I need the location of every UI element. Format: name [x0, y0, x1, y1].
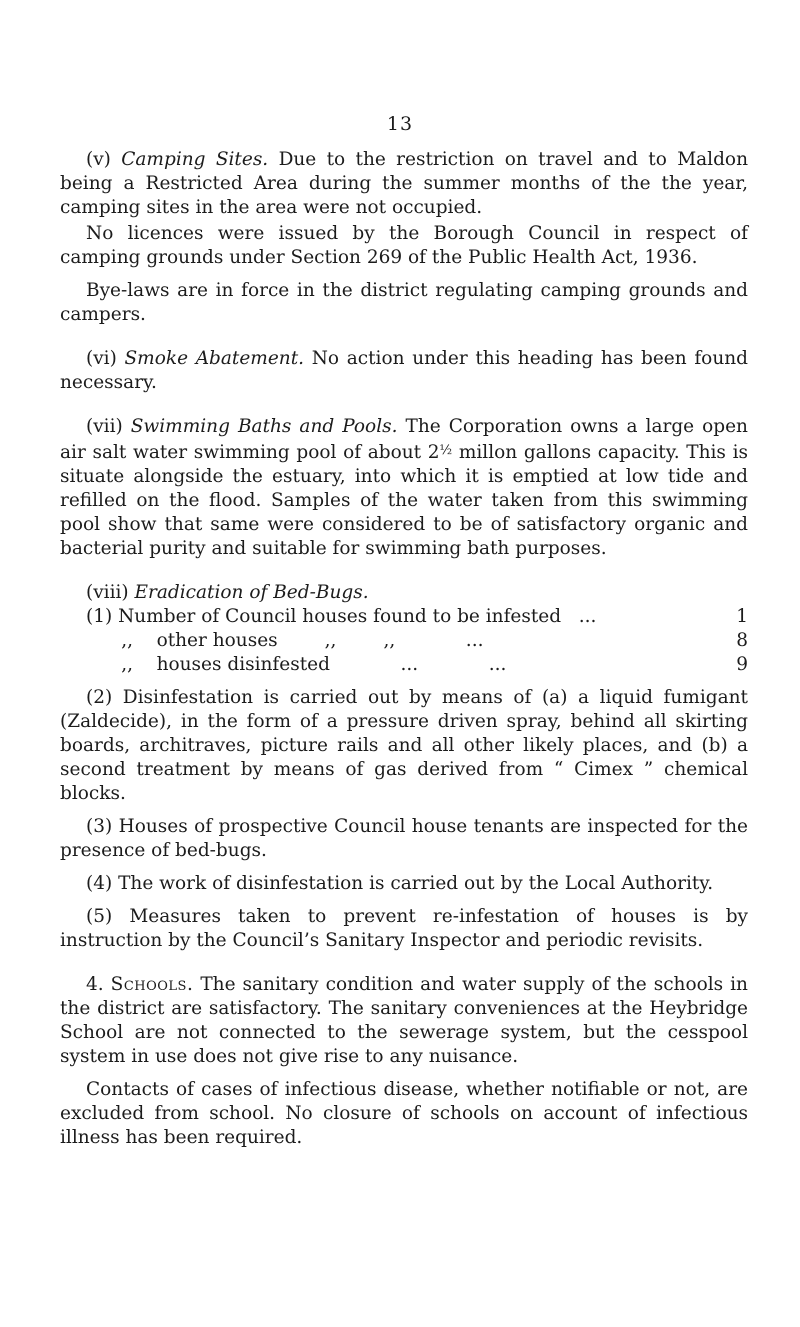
- bedbugs-disinfestation-paragraph: (2) Disinfestation is carried out by means of (a) a liquid fumigant (Zaldecide), in the form of a pressure driven spray, behind all skirting boards, architraves, picture rails and all other likely places, and (b) a second treatment by means of gas derived from “ Cimex ” chemical blocks.: [60, 687, 748, 804]
- bedbugs-row-value: 1: [736, 606, 748, 627]
- bedbugs-row: [86, 605, 748, 629]
- camping-heading: (v): [86, 149, 111, 170]
- camping-paragraph: [60, 148, 748, 220]
- swimming-heading: (vii): [86, 416, 123, 437]
- bedbugs-row-label: ,, other houses ,, ,, ...: [86, 630, 484, 651]
- swimming-text-before: The Corporation owns a large open air salt water swimming pool of about 2: [60, 416, 748, 463]
- swimming-fraction: ½: [439, 443, 453, 458]
- schools-text: The sanitary condition and water supply of the schools in the district are satisfactory. The sanitary conveniences at the Heybridge School are not connected to the sewerage system, but the cesspool system in use does not give rise to any nuisance.: [60, 974, 748, 1067]
- smoke-heading: (vi): [86, 348, 117, 369]
- camping-licences-paragraph: No licences were issued by the Borough Council in respect of camping grounds under Section 269 of the Public Health Act, 1936.: [60, 223, 748, 268]
- document-body: [60, 148, 748, 1150]
- bedbugs-row-label: ,, houses disinfested ... ...: [86, 654, 507, 675]
- bedbugs-authority-paragraph: (4) The work of disinfestation is carried out by the Local Authority.: [86, 873, 714, 894]
- camping-title: Camping Sites.: [121, 149, 269, 170]
- smoke-paragraph: [60, 347, 748, 395]
- bedbugs-measures-paragraph: (5) Measures taken to prevent re-infestation of houses is by instruction by the Council’s Sanitary Inspector and periodic revisits.: [60, 906, 748, 951]
- swimming-text-after: millon gallons capacity. This is situate alongside the estuary, into which it is emptied at low tide and refilled on the flood. Samples of the water taken from this swimming pool show that same were considered to be of satisfactory organic and bacterial purity and suitable for swimming bath purposes.: [60, 442, 748, 559]
- bedbugs-row-label: (1) Number of Council houses found to be infested ...: [86, 606, 597, 627]
- bedbugs-heading: (viii): [86, 582, 129, 603]
- schools-title: Schools.: [110, 974, 194, 995]
- swimming-paragraph: [60, 415, 748, 561]
- schools-contacts-paragraph: Contacts of cases of infectious disease, whether notifiable or not, are excluded from school. No closure of schools on account of infectious illness has been required.: [60, 1079, 748, 1148]
- bedbugs-title: Eradication of Bed-Bugs.: [134, 582, 369, 603]
- bedbugs-table: [60, 605, 748, 677]
- page-number: 13: [386, 113, 414, 135]
- bedbugs-row: [86, 653, 748, 677]
- smoke-text: No action under this heading has been found necessary.: [60, 348, 748, 393]
- camping-text: Due to the restriction on travel and to Maldon being a Restricted Area during the summer months of the the year, camping sites in the area were not occupied.: [60, 149, 748, 218]
- smoke-title: Smoke Abatement.: [124, 348, 305, 369]
- schools-paragraph: [60, 973, 748, 1069]
- bedbugs-row-value: 8: [736, 630, 748, 651]
- bedbugs-row-value: 9: [736, 654, 748, 675]
- bedbugs-tenants-paragraph: (3) Houses of prospective Council house tenants are inspected for the presence of bed-bugs.: [60, 816, 748, 861]
- bedbugs-row: [86, 629, 748, 653]
- swimming-title: Swimming Baths and Pools.: [130, 416, 398, 437]
- schools-number: 4.: [86, 974, 104, 995]
- camping-byelaws-paragraph: Bye-laws are in force in the district regulating camping grounds and campers.: [60, 280, 748, 325]
- bedbugs-heading-line: [60, 581, 748, 605]
